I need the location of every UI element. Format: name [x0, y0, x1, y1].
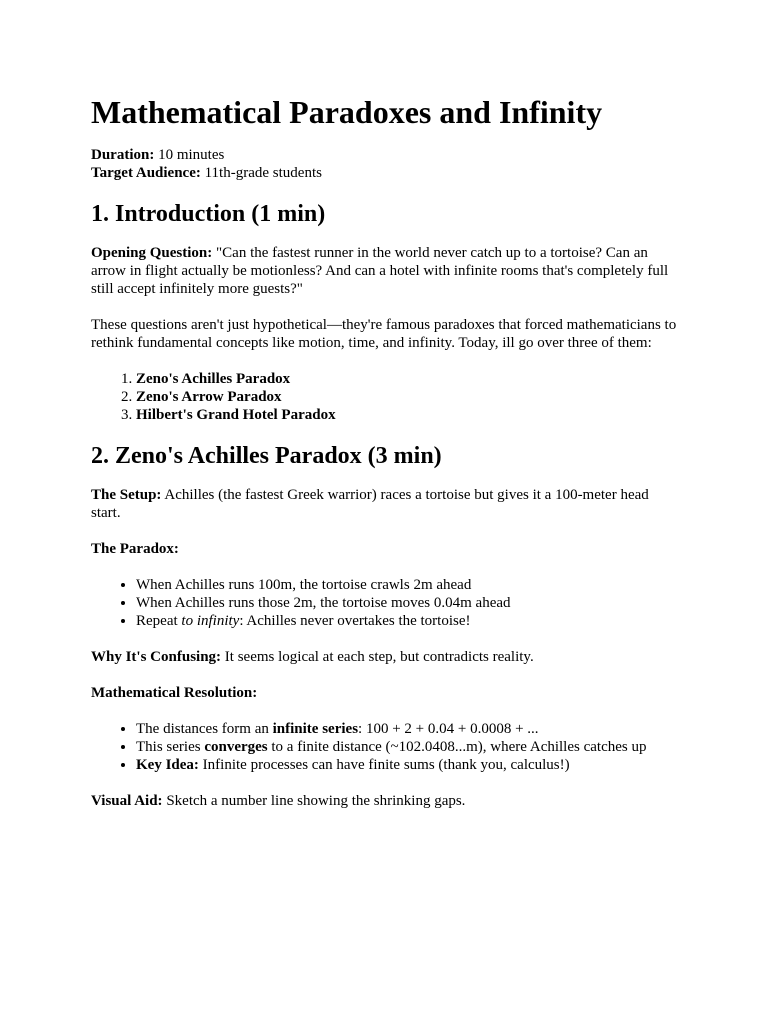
resolution-bullet-3-bold: Key Idea:	[136, 757, 199, 773]
paradox-label: The Paradox:	[91, 541, 179, 557]
resolution-bullet-3-post: Infinite processes can have finite sums (thank you, calculus!)	[198, 757, 570, 773]
confusing-paragraph	[91, 648, 681, 666]
paradox-bullet-1: When Achilles runs 100m, the tortoise crawls 2m ahead	[136, 577, 472, 593]
setup-paragraph	[91, 486, 681, 522]
audience-value: 11th-grade students	[204, 165, 322, 181]
duration-label: Duration:	[91, 147, 155, 163]
paradox-list-item-3: Hilbert's Grand Hotel Paradox	[136, 407, 336, 423]
list-item	[136, 612, 681, 630]
paradox-bullet-3-pre: Repeat	[136, 613, 182, 629]
visual-aid-text: Sketch a number line showing the shrinking gaps.	[166, 793, 466, 809]
section-heading-achilles: 2. Zeno's Achilles Paradox (3 min)	[91, 443, 442, 469]
paradox-bullet-3-post: : Achilles never overtakes the tortoise!	[239, 613, 471, 629]
list-item	[136, 738, 681, 756]
list-item	[136, 388, 681, 406]
opening-question-label: Opening Question:	[91, 245, 213, 261]
resolution-label-paragraph	[91, 684, 681, 702]
resolution-bullet-2-pre: This series	[136, 739, 205, 755]
resolution-bullet-2-post: to a finite distance (~102.0408...m), where Achilles catches up	[267, 739, 647, 755]
list-item	[136, 406, 681, 424]
confusing-text: It seems logical at each step, but contradicts reality.	[224, 649, 534, 665]
opening-question-paragraph	[91, 244, 681, 298]
confusing-label: Why It's Confusing:	[91, 649, 222, 665]
paradox-list-item-2: Zeno's Arrow Paradox	[136, 389, 282, 405]
lesson-meta	[91, 146, 681, 182]
resolution-bullet-1-bold: infinite series	[272, 721, 359, 737]
resolution-bullet-2-bold: converges	[204, 739, 268, 755]
duration-value: 10 minutes	[158, 147, 225, 163]
list-item	[136, 756, 681, 774]
list-item	[136, 370, 681, 388]
setup-label: The Setup:	[91, 487, 162, 503]
visual-aid-label: Visual Aid:	[91, 793, 163, 809]
audience-line	[91, 165, 322, 181]
visual-aid-paragraph	[91, 792, 681, 810]
resolution-label: Mathematical Resolution:	[91, 685, 258, 701]
section-heading-introduction: 1. Introduction (1 min)	[91, 201, 326, 227]
resolution-bullet-1-pre: The distances form an	[136, 721, 273, 737]
intro-paragraph: These questions aren't just hypothetical—they're famous paradoxes that forced mathematicians to rethink fundamental concepts like motion, time, and infinity. Today, ill go over three of them:	[91, 317, 677, 351]
opening-question-text: "Can the fastest runner in the world never catch up to a tortoise? Can an arrow in flight actually be motionless? And can a hotel with infinite rooms that's completely full still accept infinitely more guests?"	[91, 245, 669, 297]
paradox-bullets	[91, 576, 681, 630]
paradox-list	[91, 370, 681, 424]
document-title: Mathematical Paradoxes and Infinity	[91, 94, 603, 130]
resolution-bullets	[91, 720, 681, 774]
paradox-bullet-3-emphasis: to infinity	[181, 613, 240, 629]
paradox-list-item-1: Zeno's Achilles Paradox	[136, 371, 291, 387]
audience-label: Target Audience:	[91, 165, 201, 181]
paradox-bullet-2: When Achilles runs those 2m, the tortoise moves 0.04m ahead	[136, 595, 511, 611]
document-page	[91, 94, 681, 828]
duration-line	[91, 147, 224, 163]
paradox-label-paragraph	[91, 540, 681, 558]
list-item	[136, 576, 681, 594]
setup-text: Achilles (the fastest Greek warrior) races a tortoise but gives it a 100-meter head start.	[91, 487, 649, 521]
list-item	[136, 720, 681, 738]
list-item	[136, 594, 681, 612]
resolution-bullet-1-post: : 100 + 2 + 0.04 + 0.0008 + ...	[358, 721, 539, 737]
